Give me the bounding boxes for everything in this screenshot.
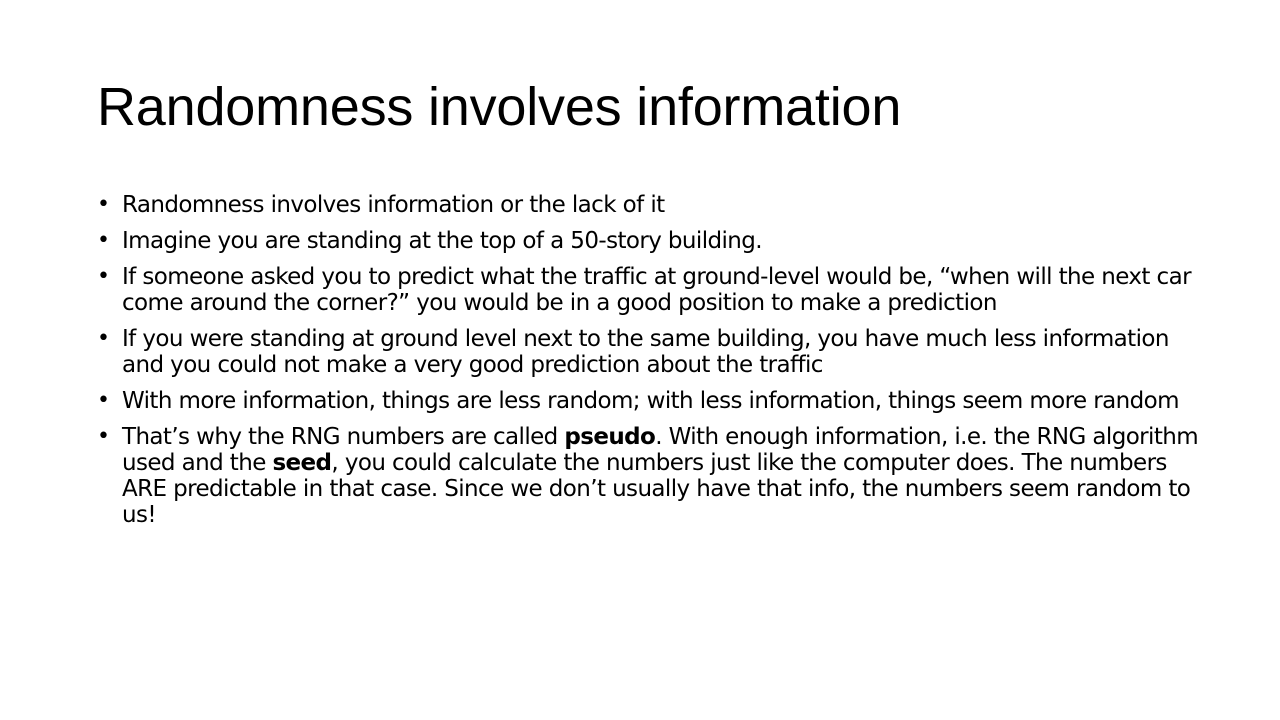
bullet-dot-icon: •: [97, 192, 110, 217]
bullet-text-part: , you could calculate the numbers just like the computer does. The numbers ARE predictable in that case. Since we don’t usually have that info, the numbers seem random to us!: [122, 450, 1191, 528]
bullet-list: [97, 192, 1207, 538]
bullet-dot-icon: •: [97, 264, 110, 289]
bullet-item: [97, 388, 1207, 414]
bullet-dot-icon: •: [97, 326, 110, 351]
bullet-item: [97, 192, 1207, 218]
bullet-dot-icon: •: [97, 388, 110, 413]
bullet-item: [97, 264, 1207, 316]
bullet-dot-icon: •: [97, 228, 110, 253]
bullet-text: Imagine you are standing at the top of a 50-story building.: [122, 228, 762, 254]
bullet-text-part: That’s why the RNG numbers are called: [122, 424, 565, 450]
bullet-text: If someone asked you to predict what the traffic at ground-level would be, “when will the next car come around the corner?” you would be in a good position to make a prediction: [122, 264, 1191, 316]
bullet-item: [97, 424, 1207, 528]
bullet-dot-icon: •: [97, 424, 110, 449]
bullet-text: Randomness involves information or the lack of it: [122, 192, 665, 218]
slide-title: Randomness involves information: [97, 77, 902, 137]
bullet-text: If you were standing at ground level next to the same building, you have much less information and you could not make a very good prediction about the traffic: [122, 326, 1169, 378]
bullet-text: With more information, things are less random; with less information, things seem more random: [122, 388, 1179, 414]
bullet-item: [97, 326, 1207, 378]
bold-term-seed: seed: [272, 450, 332, 476]
bullet-item: [97, 228, 1207, 254]
bullet-text-part: . With enough information, i.e. the RNG algorithm used and the: [122, 424, 1199, 476]
bold-term-pseudo: pseudo: [564, 424, 656, 450]
